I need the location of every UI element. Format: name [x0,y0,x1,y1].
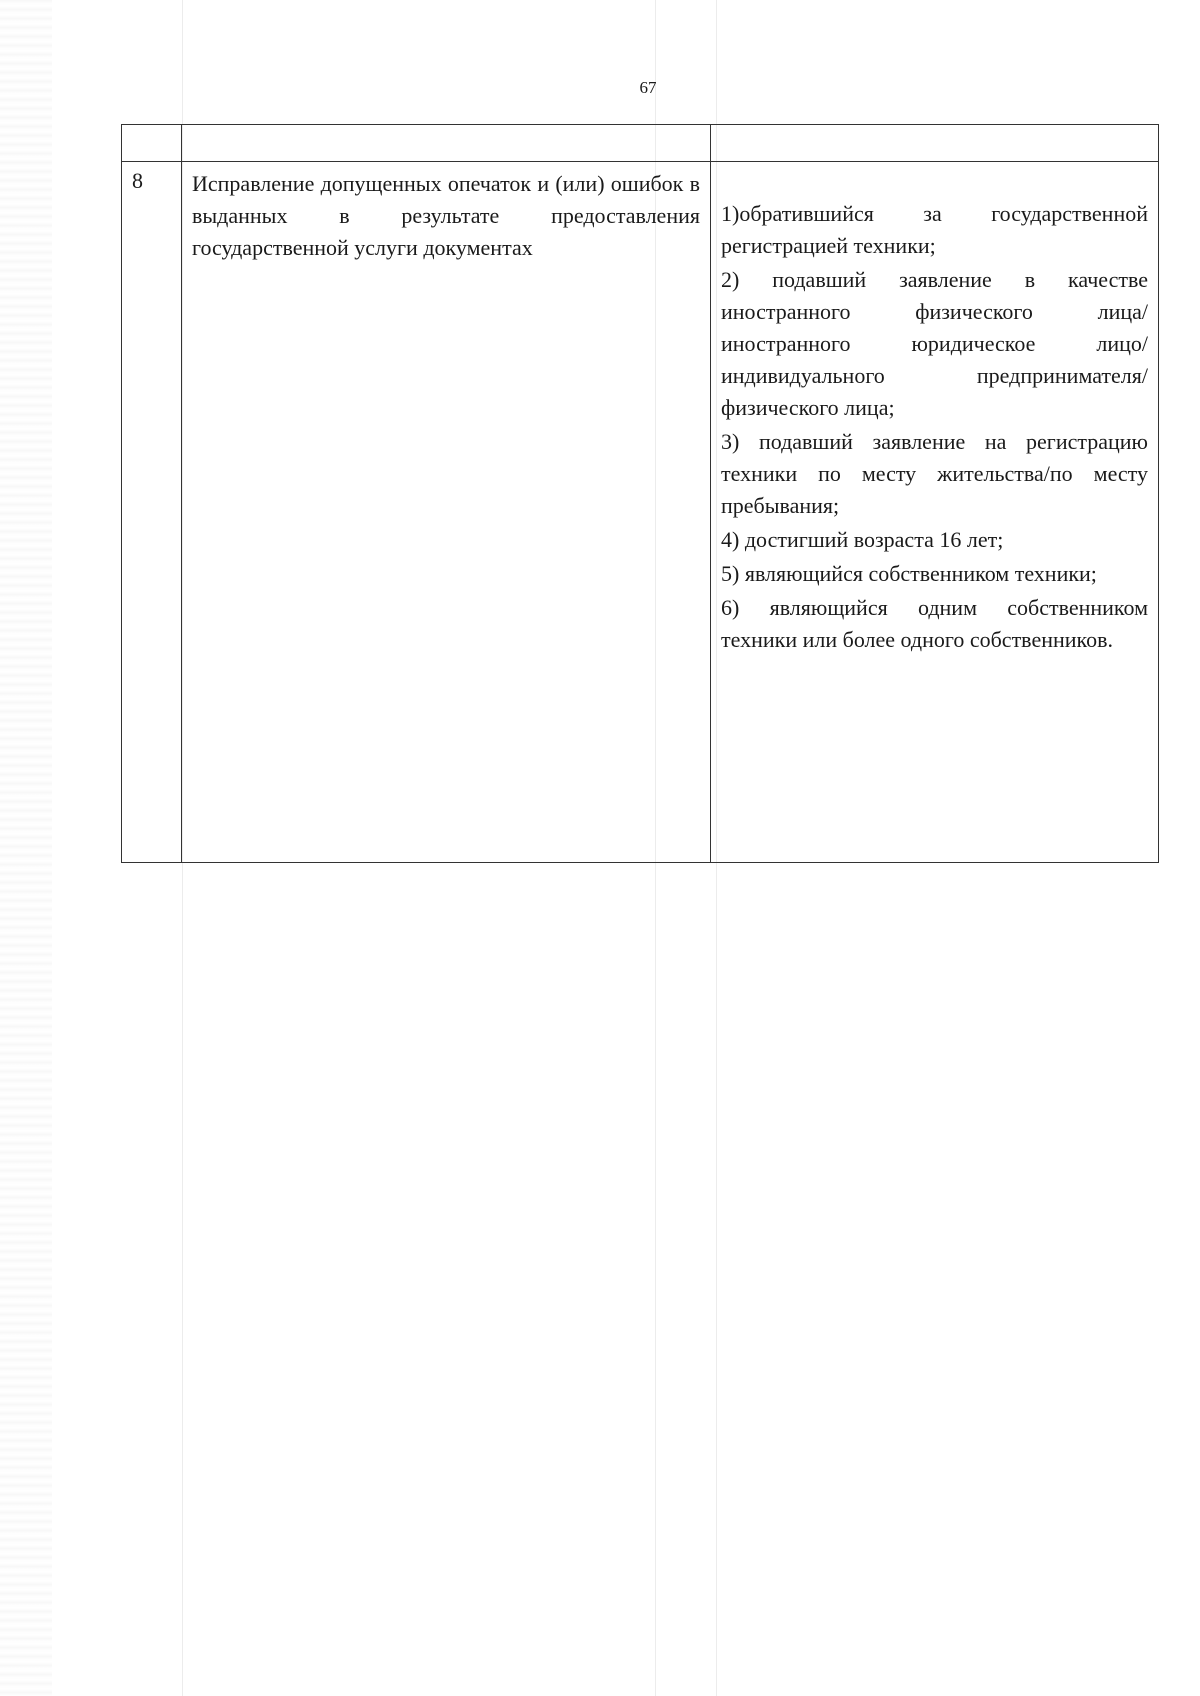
criteria-cell [711,162,1159,863]
criteria-list [711,162,1158,656]
criteria-item: 3) подавший заявление на регистрацию техники по месту жительства/по месту пребывания; [721,429,1148,518]
table-row [122,162,1159,863]
page-number: 67 [639,78,657,97]
table-header-row [122,125,1159,162]
criteria-item: 1)обратившийся за государственной регистрацией техники; [721,201,1148,258]
criteria-item: 5) являющийся собственником техники; [721,561,1097,586]
criteria-item: 4) достигший возраста 16 лет; [721,527,1004,552]
header-cell-number [122,125,182,162]
service-cell [182,162,711,863]
row-number-cell [122,162,182,863]
header-cell-service [182,125,711,162]
criteria-item: 2) подавший заявление в качестве иностранного физического лица/ иностранного юридическое лицо/индивидуального предпринимателя/физического лица; [721,267,1148,420]
document-table [121,124,1159,863]
service-description: Исправление допущенных опечаток и (или) ошибок в выданных в результате предоставления государственной услуги документах [192,171,700,260]
criteria-item: 6) являющийся одним собственником техники или более одного собственников. [721,595,1148,652]
header-cell-criteria [711,125,1159,162]
row-number: 8 [132,168,143,193]
scan-noise-left [0,0,52,1696]
